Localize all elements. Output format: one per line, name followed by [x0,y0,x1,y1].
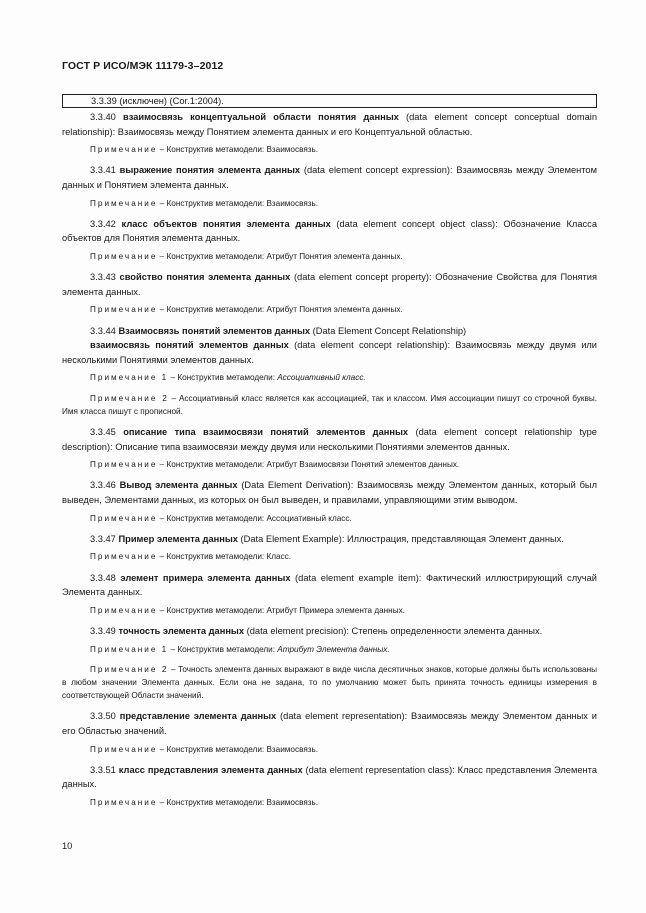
note-3-3-50: Примечание – Конструктив метамодели: Взаимосвязь. [90,744,319,754]
document-body [62,110,597,816]
note-3-3-42: Примечание – Конструктив метамодели: Атрибут Понятия элемента данных. [90,251,403,261]
term: класс представления элемента данных [118,764,303,775]
term: Взаимосвязь понятий элементов данных [118,325,311,336]
clause-3-3-44: 3.3.44 Взаимосвязь понятий элементов данных (Data Element Concept Relationship) [90,325,467,336]
clause-3-3-41: 3.3.41 выражение понятия элемента данных (data element concept expression): Взаимосвязь между Элементом данных и Понятием элемента данных. [62,165,597,190]
note-1-3-3-49: Примечание 1 – Конструктив метамодели: Атрибут Элемента данных. [90,644,390,654]
term: Пример элемента данных [118,533,238,544]
clause-3-3-44-synonym: взаимосвязь понятий элементов данных (data element concept relationship): Взаимосвязь между двумя или несколькими Понятиями элементов данных. [62,340,598,365]
term: взаимосвязь концептуальной области понятия данных [123,112,399,122]
term: взаимосвязь понятий элементов данных [90,340,289,351]
clause-3-3-48: 3.3.48 элемент примера элемента данных (data element example item): Фактический иллюстрирующий случай Элемента данных. [62,572,597,598]
note-3-3-45: Примечание – Конструктив метамодели: Атрибут Взаимосвязи Понятий элементов данных. [90,460,460,470]
note-2-3-3-44: Примечание 2 – Ассоциативный класс является как ассоциацией, так и классом. Имя ассоциации пишут со строчной буквы. Имя класса пишут с прописной. [62,393,598,416]
clause-3-3-42: 3.3.42 класс объектов понятия элемента данных (data element concept object class): Обозначение Класса объектов для Понятия элемента данных. [62,218,597,244]
note-3-3-48: Примечание – Конструктив метамодели: Атрибут Примера элемента данных. [90,605,405,615]
term: выражение понятия элемента данных [119,165,301,176]
clause-3-3-45: 3.3.45 описание типа взаимосвязи понятий элементов данных (data element concept relationship type description): Описание типа взаимосвязи между двумя или несколькими Понятиями элементов данных. [62,426,597,452]
note-3-3-51: Примечание – Конструктив метамодели: Взаимосвязь. [90,797,319,807]
note-3-3-47: Примечание – Конструктив метамодели: Класс. [90,552,292,562]
note-3-3-40: Примечание – Конструктив метамодели: Взаимосвязь. [90,145,319,155]
page-number: 10 [62,841,73,851]
note-3-3-43: Примечание – Конструктив метамодели: Атрибут Понятия элемента данных. [90,305,403,315]
clause-3-3-51: 3.3.51 класс представления элемента данных (data element representation class): Класс представления Элемента данных. [62,764,597,790]
boxed-clause-3-3-39: 3.3.39 (исключен) (Cor.1:2004). [62,94,597,108]
note-3-3-41: Примечание – Конструктив метамодели: Взаимосвязь. [90,198,319,208]
clause-3-3-47: 3.3.47 Пример элемента данных (Data Element Example): Иллюстрация, представляющая Элемент данных. [90,533,564,544]
term: описание типа взаимосвязи понятий элементов данных [123,426,409,437]
term: класс объектов понятия элемента данных [121,218,331,229]
note-2-3-3-49: Примечание 2 – Точность элемента данных выражают в виде числа десятичных знаков, которые должны быть использованы в любом значении Элемента данных. Если она не задана, то по умолчанию может быть принята точность единицы измерения в соответствующей Области значений. [62,664,598,701]
clause-3-3-43: 3.3.43 свойство понятия элемента данных (data element concept property): Обозначение Свойства для Понятия элемента данных. [62,272,597,297]
clause-3-3-40: 3.3.40 взаимосвязь концептуальной области понятия данных (data element concept conceptual domain relationship): Взаимосвязь между Понятием элемента данных и его Концептуальной областью. [62,112,597,137]
term: Вывод элемента данных [119,480,238,491]
document-header: ГОСТ Р ИСО/МЭК 11179-3–2012 [62,60,224,72]
term: элемент примера элемента данных [120,572,291,583]
note-1-3-3-44: Примечание 1 – Конструктив метамодели: Ассоциативный класс. [90,373,366,383]
clause-3-3-50: 3.3.50 представление элемента данных (data element representation): Взаимосвязь между Элементом данных и его Областью значений. [62,711,598,736]
clause-3-3-46: 3.3.46 Вывод элемента данных (Data Element Derivation): Взаимосвязь между Элементом данных, который был выведен, Элементами данных, из которых он был выведен, и правилами, управляющими этим выводом. [62,480,598,505]
note-3-3-46: Примечание – Конструктив метамодели: Ассоциативный класс. [90,513,352,523]
clause-3-3-49: 3.3.49 точность элемента данных (data element precision): Степень определенности элемента данных. [90,625,543,636]
term: точность элемента данных [118,625,245,636]
term: представление элемента данных [119,711,277,722]
term: свойство понятия элемента данных [119,272,291,283]
